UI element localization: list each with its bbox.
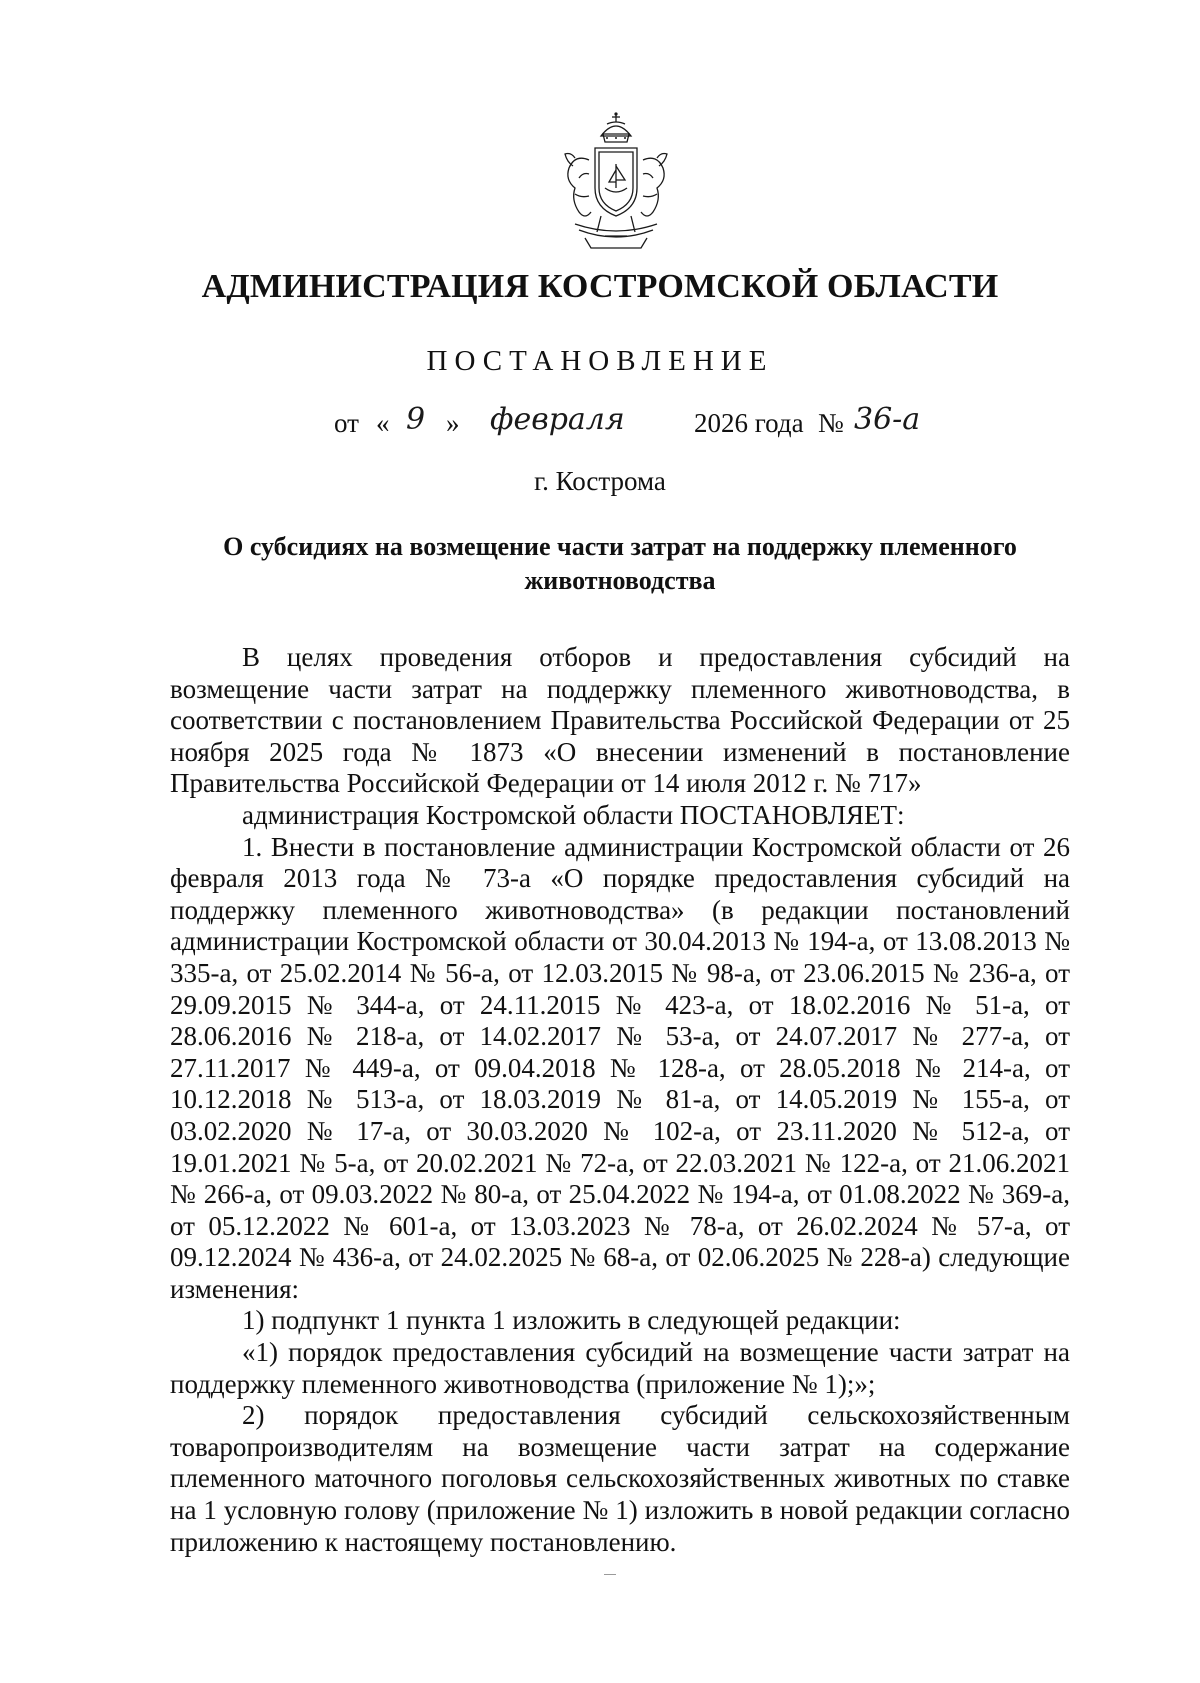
number-sign: № — [818, 408, 844, 438]
subitem-1-paragraph: 1) подпункт 1 пункта 1 изложить в следующей редакции: — [242, 1305, 901, 1336]
document-number-handwritten: 36-а — [854, 402, 921, 437]
date-month-handwritten: февраля — [490, 402, 625, 437]
date-year: 2026 года — [694, 408, 804, 438]
document-subject: О субсидиях на возмещение части затрат на поддержку племенного животноводства — [223, 532, 1017, 595]
item-1-paragraph: 1. Внести в постановление администрации Костромской области от 26 февраля 2013 года № 73-а «О порядке предоставления субсидий на поддержку племенного животноводства» (в редакции постановлений администрации Костромской области от 30.04.2013 № 194-а, от 13.08.2013 № 335-а, от 25.02.2014 № 56-а, от 12.03.2015 № 98-а, от 23.06.2015 № 236-а, от 29.09.2015 № 344-а, от 24.11.2015 № 423-а, от 18.02.2016 № 51-а, от 28.06.2016 № 218-а, от 14.02.2017 № 53-а, от 24.07.2017 № 277-а, от 27.11.2017 № 449-а, от 09.04.2018 № 128-а, от 28.05.2018 № 214-а, от 10.12.2018 № 513-а, от 18.03.2019 № 81-а, от 14.05.2019 № 155-а, от 03.02.2020 № 17-а, от 30.03.2020 № 102-а, от 23.11.2020 № 512-а, от 19.01.2021 № 5-а, от 20.02.2021 № 72-а, от 22.03.2021 № 122-а, от 21.06.2021 № 266-а, от 09.03.2022 № 80-а, от 25.04.2022 № 194-а, от 01.08.2022 № 369-а, от 05.12.2022 № 601-а, от 13.03.2023 № 78-а, от 26.02.2024 № 57-а, от 09.12.2024 № 436-а, от 24.02.2025 № 68-а, от 02.06.2025 № 228-а) следующие изменения: — [170, 831, 1070, 1304]
date-prefix: от — [334, 408, 359, 438]
document-body — [170, 642, 1070, 1558]
decree-paragraph: администрация Костромской области ПОСТАНОВЛЯЕТ: — [242, 799, 905, 830]
subitem-1-quote-paragraph: «1) порядок предоставления субсидий на возмещение части затрат на поддержку племенного животноводства (приложение № 1);»; — [170, 1337, 1070, 1399]
document-type-heading: ПОСТАНОВЛЕНИЕ — [426, 345, 774, 377]
page-footer-mark — [604, 1574, 616, 1575]
date-number-line — [334, 402, 1034, 452]
subitem-2-paragraph: 2) порядок предоставления субсидий сельскохозяйственным товаропроизводителям на возмещение части затрат на содержание племенного маточного поголовья сельскохозяйственных животных по ставке на 1 условную голову (приложение № 1) изложить в новой редакции согласно приложению к настоящему постановлению. — [170, 1400, 1070, 1557]
date-day-handwritten: 9 — [406, 402, 426, 437]
coat-of-arms-emblem — [545, 108, 687, 258]
date-close-quote: » — [446, 408, 460, 438]
date-open-quote: « — [376, 408, 390, 438]
organization-title: АДМИНИСТРАЦИЯ КОСТРОМСКОЙ ОБЛАСТИ — [201, 268, 999, 305]
city-line: г. Кострома — [534, 466, 666, 496]
preamble-paragraph: В целях проведения отборов и предоставления субсидий на возмещение части затрат на поддержку племенного животноводства, в соответствии с постановлением Правительства Российской Федерации от 25 ноября 2025 года № 1873 «О внесении изменений в постановление Правительства Российской Федерации от 14 июля 2012 г. № 717» — [170, 642, 1070, 799]
